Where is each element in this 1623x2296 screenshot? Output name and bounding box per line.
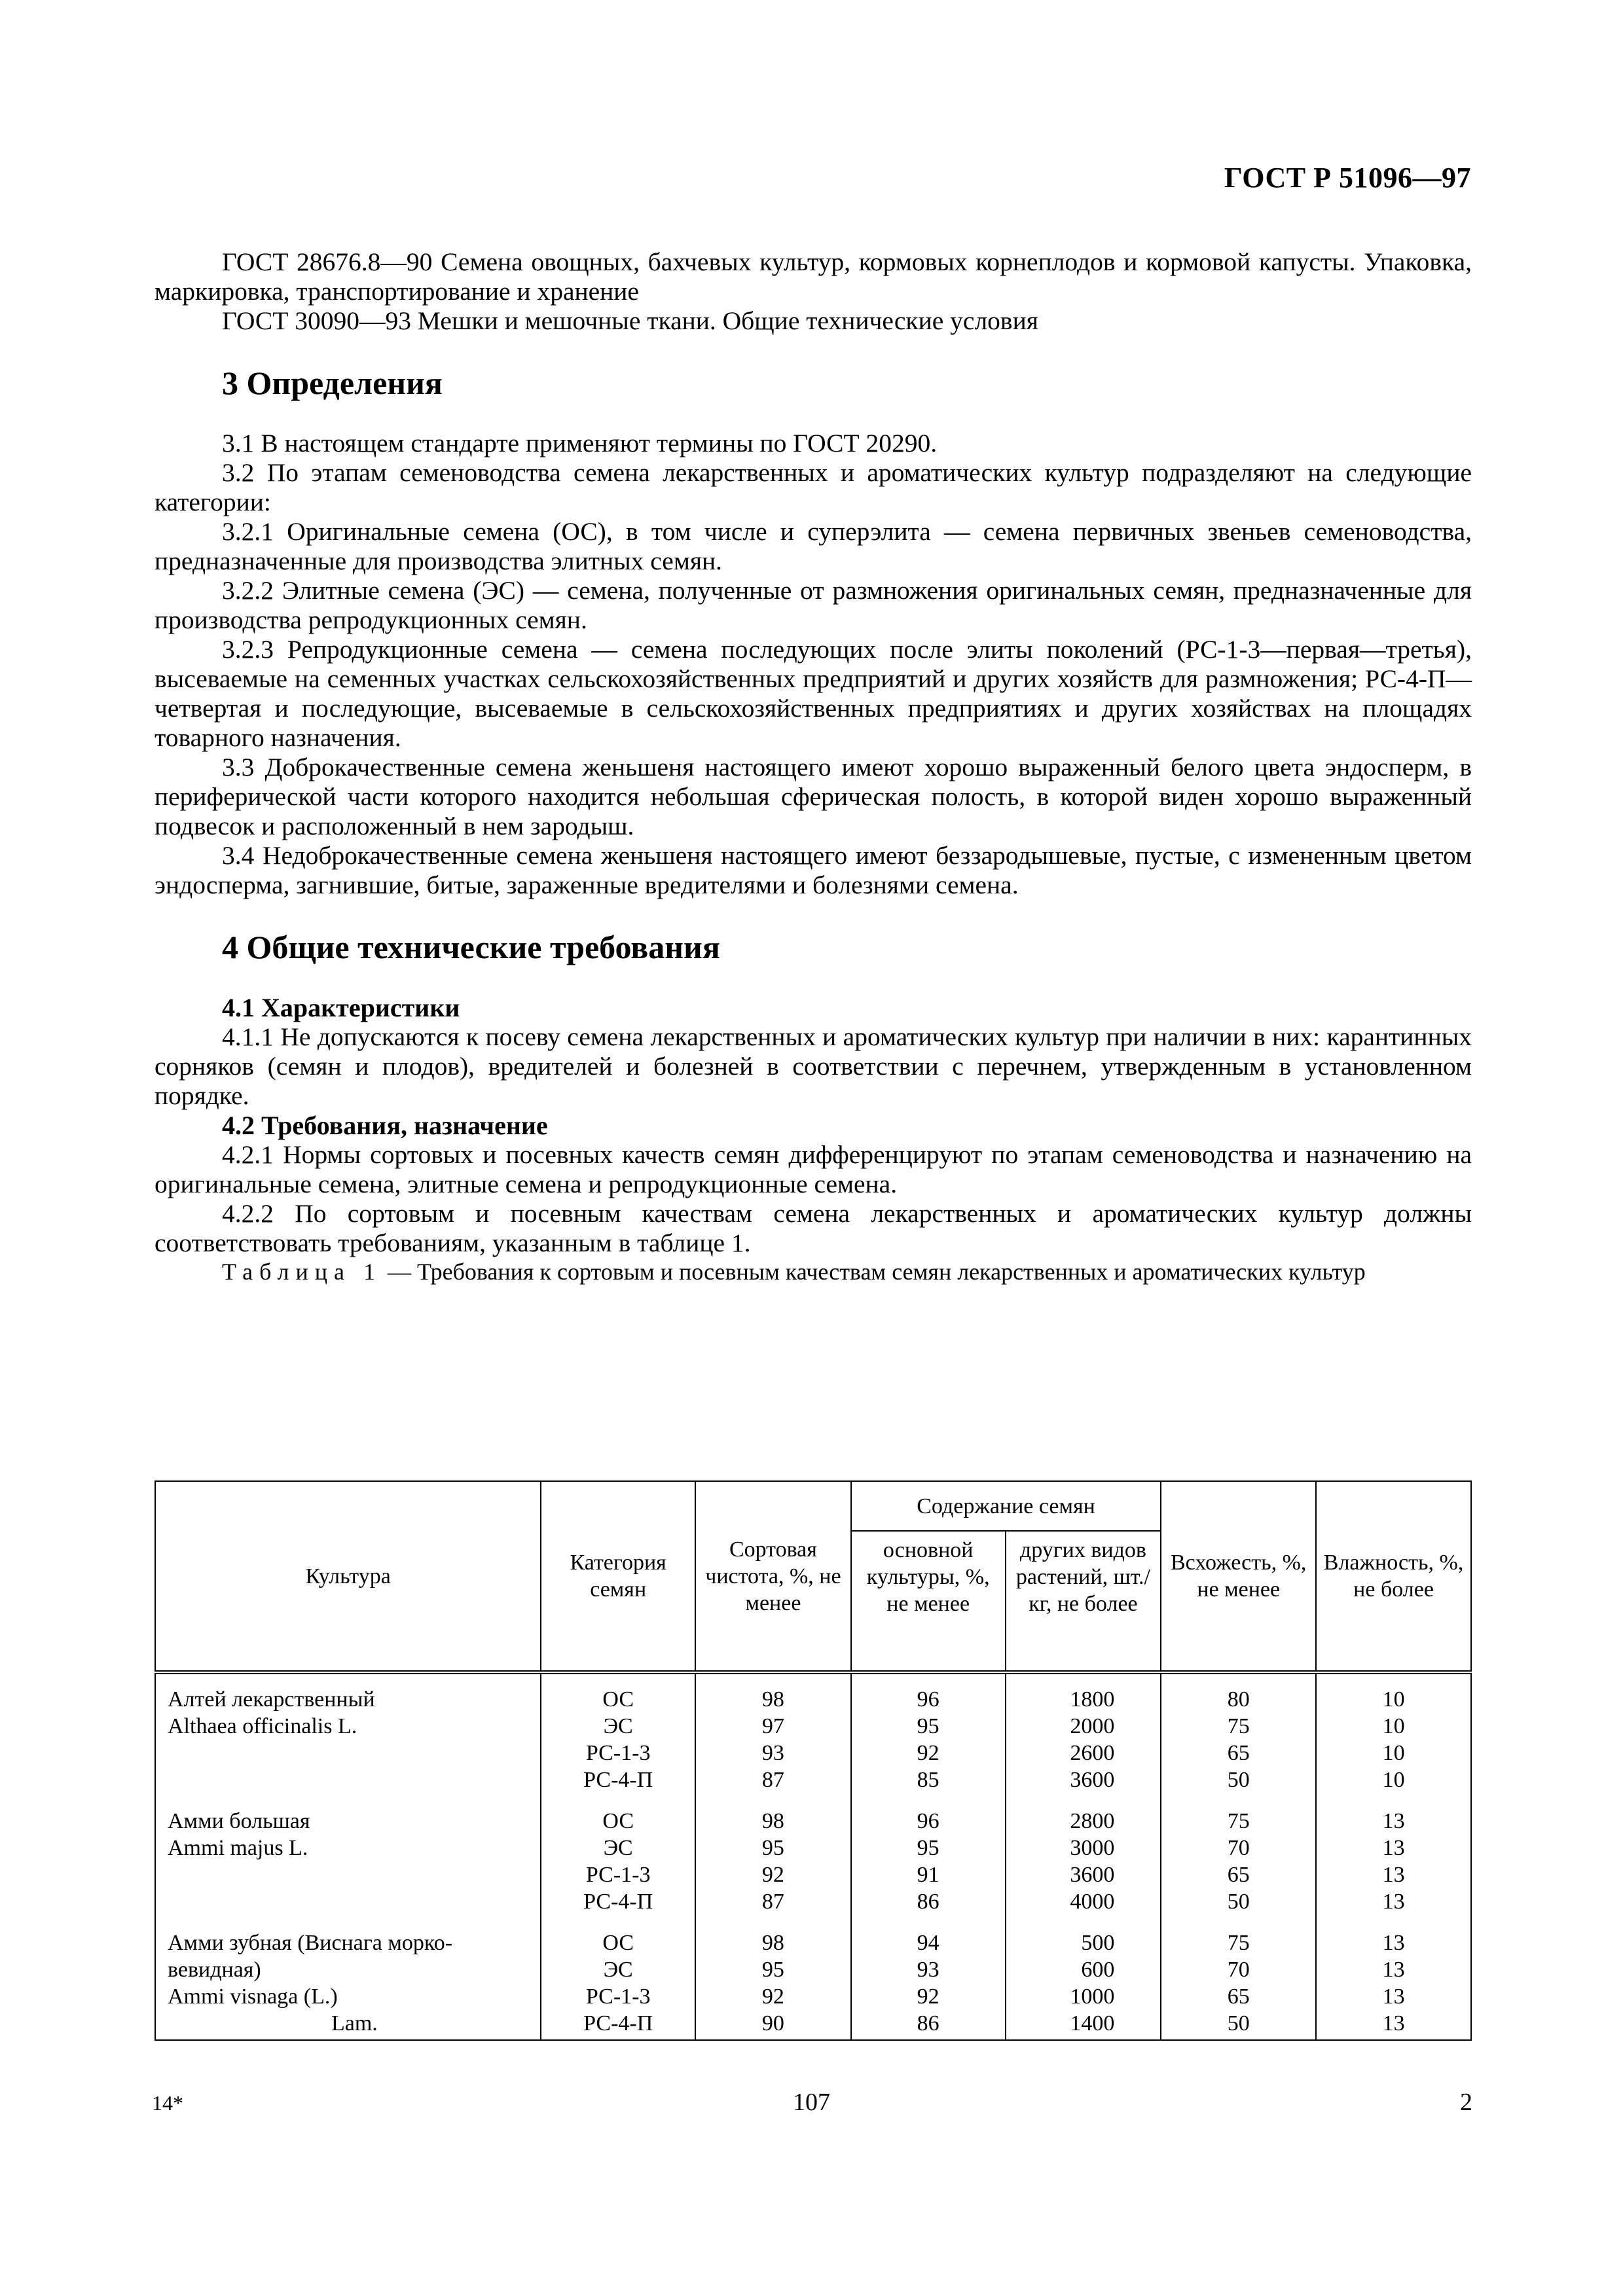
cell-germination: 50 <box>1161 1888 1316 1915</box>
cell-other-species: 1000 <box>1006 1983 1161 2010</box>
cell-other-species: 3000 <box>1006 1835 1161 1861</box>
paragraph-4-1-1: 4.1.1 Не допускаются к посеву семена лекарственных и ароматических культур при наличии в них: карантинных сорняков (семян и плодов), вредителей и болезней в соответствии с перечнем, утвержденным в установленном порядке. <box>155 1022 1472 1110</box>
cell-purity: 90 <box>695 2010 851 2040</box>
cell-purity: 93 <box>695 1740 851 1767</box>
cell-moisture: 10 <box>1316 1672 1471 1713</box>
cell-purity: 92 <box>695 1983 851 2010</box>
cell-other-species: 1800 <box>1006 1672 1161 1713</box>
cell-category: РС-4-П <box>541 2010 695 2040</box>
table-caption-text: — Требования к сортовым и посевным качествам семян лекарственных и ароматических культур <box>381 1259 1366 1285</box>
cell-germination: 50 <box>1161 2010 1316 2040</box>
cell-main-crop: 91 <box>851 1861 1006 1888</box>
cell-category: РС-4-П <box>541 1767 695 1793</box>
table-row <box>155 1983 1471 2010</box>
cell-germination: 50 <box>1161 1767 1316 1793</box>
subsection-4-1-title: 4.1 Характеристики <box>222 993 460 1022</box>
section-3-title: 3 Определения <box>222 365 443 401</box>
cell-main-crop: 96 <box>851 1672 1006 1713</box>
cell-other-species: 2800 <box>1006 1793 1161 1835</box>
cell-crop: Амми большая <box>155 1793 541 1835</box>
cell-moisture: 13 <box>1316 1915 1471 1956</box>
cell-moisture: 13 <box>1316 1793 1471 1835</box>
table-row <box>155 1888 1471 1915</box>
table-1 <box>155 1480 1472 2041</box>
subsection-4-2-title: 4.2 Требования, назначение <box>222 1111 548 1140</box>
footer-left-mark: 14* <box>152 2091 183 2115</box>
header-category: Категория семян <box>541 1481 695 1672</box>
cell-main-crop: 92 <box>851 1983 1006 2010</box>
cell-other-species: 2600 <box>1006 1740 1161 1767</box>
paragraph-3-2-2: 3.2.2 Элитные семена (ЭС) — семена, полученные от размножения оригинальных семян, предназначенные для производства репродукционных семян. <box>155 576 1472 634</box>
footer-sheet-number: 2 <box>1460 2089 1472 2116</box>
cell-crop: Ammi majus L. <box>155 1835 541 1861</box>
cell-category: РС-1-3 <box>541 1740 695 1767</box>
cell-purity: 97 <box>695 1713 851 1740</box>
cell-category: ОС <box>541 1915 695 1956</box>
cell-main-crop: 94 <box>851 1915 1006 1956</box>
table-row <box>155 1740 1471 1767</box>
cell-moisture: 13 <box>1316 1861 1471 1888</box>
cell-germination: 80 <box>1161 1672 1316 1713</box>
cell-moisture: 10 <box>1316 1740 1471 1767</box>
cell-main-crop: 86 <box>851 1888 1006 1915</box>
reference-gost-28676: ГОСТ 28676.8—90 Семена овощных, бахчевых культур, кормовых корнеплодов и кормовой капусты. Упаковка, маркировка, транспортирование и хранение <box>155 247 1472 306</box>
cell-purity: 98 <box>695 1915 851 1956</box>
table-row <box>155 1915 1471 1956</box>
cell-category: ОС <box>541 1672 695 1713</box>
table-row <box>155 1793 1471 1835</box>
cell-germination: 65 <box>1161 1861 1316 1888</box>
reference-gost-30090: ГОСТ 30090—93 Мешки и мешочные ткани. Общие технические условия <box>222 306 1038 335</box>
cell-crop: Ammi visnaga (L.) <box>155 1983 541 2010</box>
cell-moisture: 13 <box>1316 1888 1471 1915</box>
cell-category: ОС <box>541 1793 695 1835</box>
cell-moisture: 13 <box>1316 1983 1471 2010</box>
header-purity: Сортовая чистота, %, не менее <box>695 1481 851 1672</box>
cell-germination: 75 <box>1161 1713 1316 1740</box>
table-caption <box>155 1258 1472 1285</box>
cell-purity: 87 <box>695 1767 851 1793</box>
paragraph-3-1: 3.1 В настоящем стандарте применяют термины по ГОСТ 20290. <box>222 429 938 457</box>
cell-germination: 75 <box>1161 1793 1316 1835</box>
cell-category: ЭС <box>541 1835 695 1861</box>
paragraph-3-3: 3.3 Доброкачественные семена женьшеня настоящего имеют хорошо выраженный белого цвета эндосперм, в периферической части которого находится небольшая сферическая полость, в которой виден хорошо выраженный подвесок и расположенный в нем зародыш. <box>155 753 1472 840</box>
cell-moisture: 13 <box>1316 1956 1471 1983</box>
cell-other-species: 600 <box>1006 1956 1161 1983</box>
header-other-species: других видов растений, шт./кг, не более <box>1006 1531 1161 1672</box>
cell-category: ЭС <box>541 1956 695 1983</box>
cell-category: РС-4-П <box>541 1888 695 1915</box>
cell-other-species: 500 <box>1006 1915 1161 1956</box>
cell-main-crop: 86 <box>851 2010 1006 2040</box>
cell-main-crop: 93 <box>851 1956 1006 1983</box>
cell-other-species: 3600 <box>1006 1767 1161 1793</box>
cell-other-species: 2000 <box>1006 1713 1161 1740</box>
header-crop: Культура <box>155 1481 541 1672</box>
table-caption-label: Таблица 1 <box>222 1259 382 1285</box>
cell-main-crop: 85 <box>851 1767 1006 1793</box>
cell-category: ЭС <box>541 1713 695 1740</box>
cell-purity: 95 <box>695 1835 851 1861</box>
paragraph-3-2-3: 3.2.3 Репродукционные семена — семена последующих после элиты поколений (РС-1-3—первая—третья), высеваемые на семенных участках сельскохозяйственных предприятий и других хозяйств для размножения; РС-4-П—четвертая и последующие, высеваемые в сельскохозяйственных предприятиях и других хозяйствах на площадях товарного назначения. <box>155 635 1472 752</box>
cell-purity: 98 <box>695 1793 851 1835</box>
cell-germination: 65 <box>1161 1740 1316 1767</box>
table-row <box>155 1767 1471 1793</box>
cell-moisture: 10 <box>1316 1767 1471 1793</box>
paragraph-3-2-1: 3.2.1 Оригинальные семена (ОС), в том числе и суперэлита — семена первичных звеньев семеноводства, предназначенные для производства элитных семян. <box>155 517 1472 575</box>
table-row <box>155 1956 1471 1983</box>
header-germination: Всхожесть, %, не менее <box>1161 1481 1316 1672</box>
cell-main-crop: 95 <box>851 1713 1006 1740</box>
standard-code-header: ГОСТ Р 51096—97 <box>1224 162 1471 194</box>
cell-crop <box>155 1767 541 1793</box>
paragraph-4-2-1: 4.2.1 Нормы сортовых и посевных качеств семян дифференцируют по этапам семеноводства и назначению на оригинальные семена, элитные семена и репродукционные семена. <box>155 1140 1472 1198</box>
table-row <box>155 1861 1471 1888</box>
footer-page-number: 107 <box>793 2089 830 2116</box>
cell-crop <box>155 1740 541 1767</box>
cell-main-crop: 92 <box>851 1740 1006 1767</box>
cell-purity: 95 <box>695 1956 851 1983</box>
cell-moisture: 13 <box>1316 1835 1471 1861</box>
cell-other-species: 4000 <box>1006 1888 1161 1915</box>
table-row <box>155 1672 1471 1713</box>
table-row <box>155 1835 1471 1861</box>
cell-crop: вевидная) <box>155 1956 541 1983</box>
cell-crop: Lam. <box>155 2010 541 2040</box>
cell-purity: 92 <box>695 1861 851 1888</box>
cell-purity: 98 <box>695 1672 851 1713</box>
paragraph-4-2-2: 4.2.2 По сортовым и посевным качествам семена лекарственных и ароматических культур должны соответствовать требованиям, указанным в таблице 1. <box>155 1199 1472 1257</box>
table-row <box>155 2010 1471 2040</box>
cell-other-species: 3600 <box>1006 1861 1161 1888</box>
cell-germination: 75 <box>1161 1915 1316 1956</box>
table-1-body <box>155 1672 1471 2040</box>
cell-crop <box>155 1861 541 1888</box>
header-moisture: Влажность, %, не более <box>1316 1481 1471 1672</box>
cell-germination: 65 <box>1161 1983 1316 2010</box>
cell-germination: 70 <box>1161 1956 1316 1983</box>
header-main-crop: основной культуры, %, не менее <box>851 1531 1006 1672</box>
header-seed-content: Содержание семян <box>851 1481 1161 1531</box>
cell-moisture: 13 <box>1316 2010 1471 2040</box>
cell-category: РС-1-3 <box>541 1861 695 1888</box>
cell-main-crop: 96 <box>851 1793 1006 1835</box>
paragraph-3-2: 3.2 По этапам семеноводства семена лекарственных и ароматических культур подразделяют на следующие категории: <box>155 458 1472 516</box>
cell-germination: 70 <box>1161 1835 1316 1861</box>
cell-crop: Амми зубная (Виснага морко- <box>155 1915 541 1956</box>
paragraph-3-4: 3.4 Недоброкачественные семена женьшеня настоящего имеют беззародышевые, пустые, с измененным цветом эндосперма, загнившие, битые, зараженные вредителями и болезнями семена. <box>155 841 1472 899</box>
cell-purity: 87 <box>695 1888 851 1915</box>
cell-other-species: 1400 <box>1006 2010 1161 2040</box>
table-row <box>155 1713 1471 1740</box>
cell-moisture: 10 <box>1316 1713 1471 1740</box>
cell-main-crop: 95 <box>851 1835 1006 1861</box>
cell-category: РС-1-3 <box>541 1983 695 2010</box>
cell-crop <box>155 1888 541 1915</box>
section-4-title: 4 Общие технические требования <box>222 929 720 965</box>
cell-crop: Алтей лекарственный <box>155 1672 541 1713</box>
cell-crop: Althaea officinalis L. <box>155 1713 541 1740</box>
body-text <box>155 247 1472 1285</box>
